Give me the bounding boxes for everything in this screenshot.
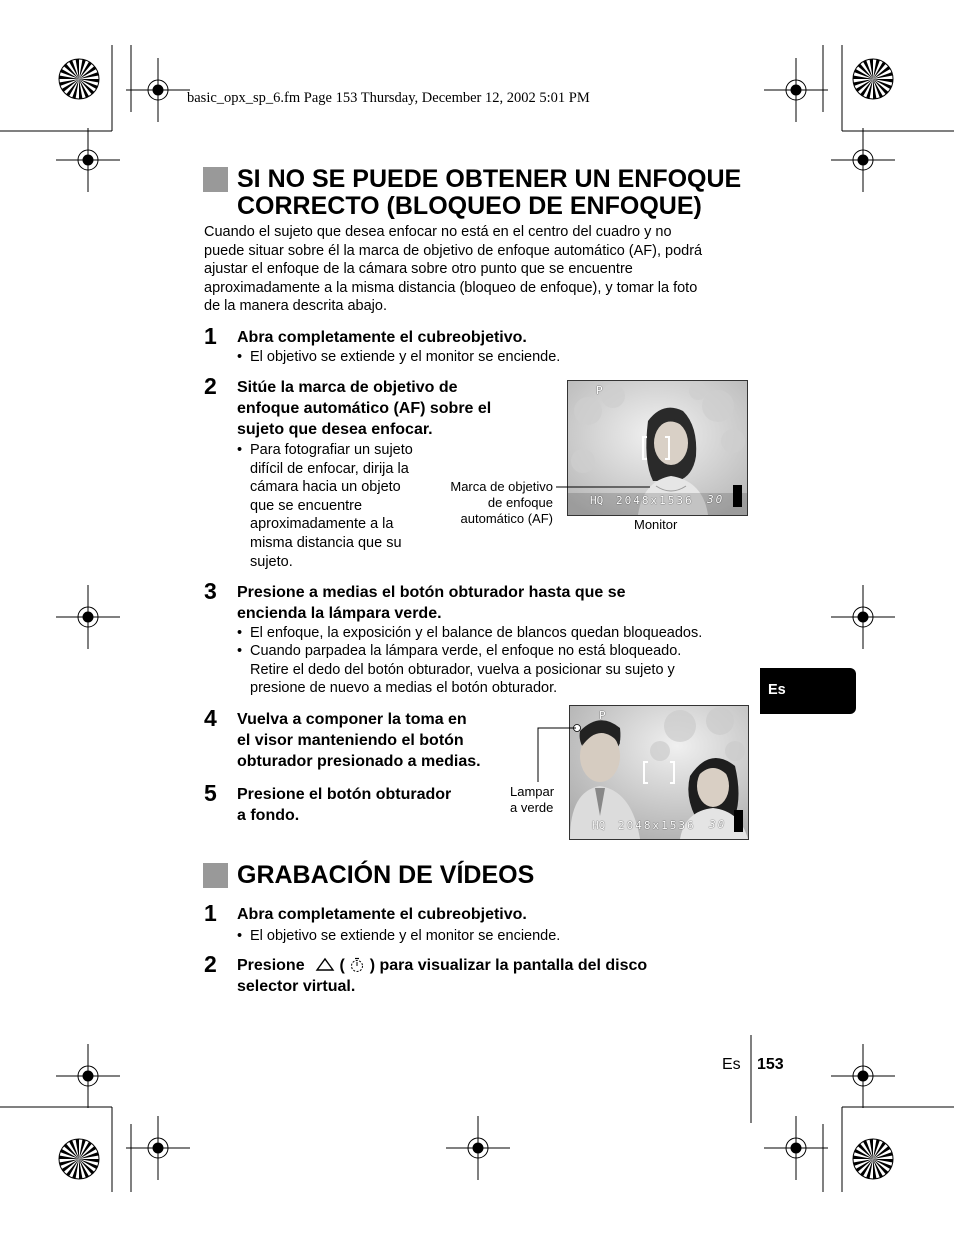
- step-text: [237, 955, 757, 997]
- step-line: el visor manteniendo el botón: [237, 732, 464, 749]
- bullet-item: • Cuando parpadea la lámpara verde, el enfoque no está bloqueado. Retire el dedo del botón obturador, vuelva a posicionar su sujeto y presione de nuevo a medias el botón obturador.: [237, 643, 682, 697]
- step-text-part: Presione: [237, 957, 305, 974]
- footer-language: Es: [722, 1056, 741, 1073]
- registration-mark-icon: [56, 1044, 120, 1108]
- section-square-icon: [203, 863, 228, 888]
- bullet-line: sujeto.: [250, 553, 293, 570]
- page-number: 153: [757, 1056, 784, 1073]
- callout-line-text: automático (AF): [460, 511, 553, 526]
- intro-line: de la manera descrita abajo.: [204, 298, 387, 315]
- starburst-target-icon: [59, 1139, 99, 1179]
- callout-line-text: Lampar: [510, 784, 555, 799]
- step-line: a fondo.: [237, 807, 300, 824]
- bullet-line: Retire el dedo del botón obturador, vuelva a posicionar su sujeto y: [250, 661, 675, 678]
- lcd-mode: P: [599, 709, 608, 722]
- step-line: selector virtual.: [237, 978, 356, 995]
- step-number: 2: [204, 373, 217, 399]
- step-number: 1: [204, 323, 217, 349]
- step-text: [237, 582, 757, 624]
- registration-mark-icon: [831, 1044, 895, 1108]
- section-title-focus-lock: [203, 166, 763, 222]
- step-number: 2: [204, 951, 217, 977]
- bullet-line: cámara hacia un objeto: [250, 479, 401, 496]
- lcd-count: 30: [707, 493, 725, 506]
- registration-mark-icon: [126, 1116, 190, 1180]
- step-text: Abra completamente el cubreobjetivo.: [237, 906, 527, 923]
- figure-caption-monitor: Monitor: [634, 517, 678, 532]
- step-number: 4: [204, 705, 217, 731]
- step-line: enfoque automático (AF) sobre el: [237, 400, 492, 417]
- bullet-item: • Para fotografiar un sujeto difícil de enfocar, dirija la cámara hacia un objeto que se encuentre aproximadamente a la misma distancia que su sujeto.: [237, 442, 413, 570]
- bullet-line: misma distancia que su: [250, 534, 402, 551]
- side-tab-label: Es: [768, 682, 786, 698]
- step-text: [237, 377, 547, 440]
- step-line: Vuelva a componer la toma en: [237, 711, 467, 728]
- section-title-line2: CORRECTO (BLOQUEO DE ENFOQUE): [237, 192, 702, 220]
- intro-line: ajustar el enfoque de la cámara sobre otro punto que se encuentre: [204, 261, 633, 278]
- bullet-line: presione de nuevo a medias el botón obturador.: [250, 680, 558, 697]
- lcd-mode: P: [596, 384, 605, 397]
- intro-paragraph: [204, 223, 752, 316]
- step-text: [237, 784, 497, 826]
- section-title-line1: SI NO SE PUEDE OBTENER UN ENFOQUE: [237, 165, 742, 193]
- bullet-line: difícil de enfocar, dirija la: [250, 460, 409, 477]
- step-text: [237, 709, 537, 772]
- step-line: Sitúe la marca de objetivo de: [237, 379, 458, 396]
- starburst-target-icon: [853, 1139, 893, 1179]
- callout-line-text: Marca de objetivo: [450, 479, 553, 494]
- starburst-target-icon: [59, 59, 99, 99]
- lcd-quality: HQ: [590, 494, 604, 507]
- self-timer-icon: [349, 957, 365, 973]
- registration-mark-icon: [831, 128, 895, 192]
- step-line: encienda la lámpara verde.: [237, 605, 442, 622]
- lcd-resolution: 2048x1536: [616, 494, 694, 507]
- callout-line-text: de enfoque: [487, 495, 553, 510]
- monitor-photo-recompose: [569, 705, 749, 840]
- lcd-resolution: 2048x1536: [618, 819, 696, 832]
- bullet-item: • El enfoque, la exposición y el balance de blancos quedan bloqueados.: [237, 625, 703, 641]
- callout-line-lamp: [530, 722, 580, 782]
- bullet-line: aproximadamente a la: [250, 516, 394, 533]
- section-title-text: GRABACIÓN DE VÍDEOS: [237, 861, 535, 889]
- starburst-target-icon: [853, 59, 893, 99]
- step-text: Abra completamente el cubreobjetivo.: [237, 329, 527, 346]
- bullet-item: • El objetivo se extiende y el monitor se enciende.: [237, 349, 561, 365]
- callout-line-text: a verde: [510, 800, 554, 815]
- registration-mark-icon: [126, 58, 190, 122]
- bullet-text: El enfoque, la exposición y el balance de blancos quedan bloqueados.: [250, 625, 703, 641]
- registration-mark-icon: [831, 585, 895, 649]
- up-arrow-icon: [315, 957, 335, 972]
- bullet-line: Cuando parpadea la lámpara verde, el enfoque no está bloqueado.: [250, 643, 682, 659]
- step-number: 1: [204, 900, 217, 926]
- section-square-icon: [203, 167, 228, 192]
- registration-mark-icon: [446, 1116, 510, 1180]
- step-line: sujeto que desea enfocar.: [237, 421, 433, 438]
- bullet-line: que se encuentre: [250, 497, 363, 514]
- step-line: Presione a medias el botón obturador hasta que se: [237, 584, 626, 601]
- file-info-header: basic_opx_sp_6.fm Page 153 Thursday, December 12, 2002 5:01 PM: [187, 90, 590, 106]
- callout-green-lamp: [510, 784, 554, 816]
- step-line: Presione el botón obturador: [237, 786, 452, 803]
- bullet-text: El objetivo se extiende y el monitor se enciende.: [250, 928, 561, 944]
- language-side-tab: [760, 668, 856, 714]
- intro-line: puede situar sobre él la marca de objetivo de enfoque automático (AF), podrá: [204, 242, 703, 259]
- registration-mark-icon: [56, 585, 120, 649]
- intro-line: aproximadamente a la misma distancia (bloqueo de enfoque), y tomar la foto: [204, 279, 698, 296]
- step-text-part: ) para visualizar la pantalla del disco: [369, 957, 648, 974]
- bullet-text: El objetivo se extiende y el monitor se enciende.: [250, 349, 561, 365]
- section-title-video: [203, 862, 603, 890]
- step-text-part: (: [339, 957, 345, 974]
- bullet-line: Para fotografiar un sujeto: [250, 442, 413, 458]
- registration-mark-icon: [56, 128, 120, 192]
- registration-mark-icon: [764, 1116, 828, 1180]
- lcd-count: 30: [709, 818, 727, 831]
- lcd-quality: HQ: [592, 819, 606, 832]
- callout-af-target: [430, 479, 553, 527]
- bullet-item: • El objetivo se extiende y el monitor se enciende.: [237, 928, 561, 944]
- step-line: obturador presionado a medias.: [237, 753, 481, 770]
- step-number: 5: [204, 780, 217, 806]
- intro-line: Cuando el sujeto que desea enfocar no está en el centro del cuadro y no: [204, 224, 672, 240]
- step-number: 3: [204, 578, 217, 604]
- registration-mark-icon: [764, 58, 828, 122]
